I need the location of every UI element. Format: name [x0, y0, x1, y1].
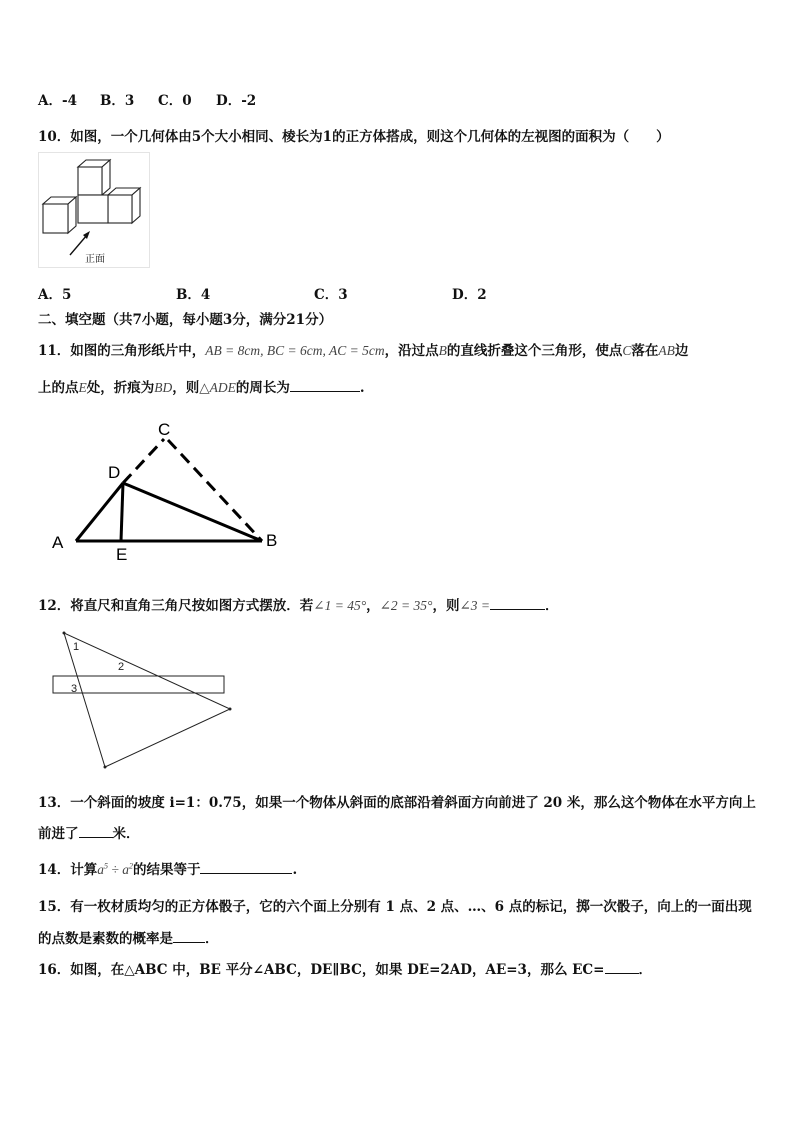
q16-stem: 16．如图，在△ABC 中，BE 平分∠ABC，DE∥BC，如果 DE=2AD，AE=3，那么 EC= ． [38, 962, 652, 978]
q14-expression: $a^5 \div a^2$ [97, 861, 133, 877]
q13-line-2: 前进了 米． [38, 826, 140, 842]
q9-option-c: C．0 [158, 93, 192, 109]
q14-stem: 14．计算$a^5 \div a^2$的结果等于 . [38, 861, 298, 878]
q16-answer-blank [605, 961, 639, 974]
q14-answer-blank [200, 861, 292, 874]
q15-line-1: 15．有一枚材质均匀的正方体骰子，它的六个面上分别有 1 点、2 点、…、6 点的标记，掷一次骰子，向上的一面出现 [38, 899, 752, 915]
q9-option-a: A．-4 [38, 93, 77, 109]
q12-label-3: 3 [71, 683, 78, 695]
q13-answer-blank [79, 825, 113, 838]
q12-ruler-triangle-figure [50, 627, 240, 772]
q11-label-e: E [116, 545, 128, 564]
q11-measurements: AB = 8cm, BC = 6cm, AC = 5cm [205, 343, 385, 358]
q15-answer-blank [173, 930, 205, 943]
q10-front-label: 正面 [85, 254, 105, 265]
q11-line-1: 11．如图的三角形纸片中，AB = 8cm, BC = 6cm, AC = 5cm，沿过点B的直线折叠这个三角形，使点C落在AB边 [38, 343, 689, 359]
q12-label-2: 2 [118, 661, 125, 673]
q11-label-c: C [158, 420, 171, 439]
q11-label-a: A [52, 533, 64, 552]
q10-option-c: C．3 [314, 287, 348, 303]
q10-option-b: B．4 [176, 287, 211, 303]
q12-answer-blank [490, 597, 545, 610]
q11-line-2: 上的点E处，折痕为BD，则△ADE的周长为 . [38, 380, 365, 396]
q13-line-1: 13．一个斜面的坡度 i=1：0.75，如果一个物体从斜面的底部沿着斜面方向前进了 20 米，那么这个物体在水平方向上 [38, 795, 756, 811]
q12-stem: 12．将直尺和直角三角尺按如图方式摆放．若∠1 = 45°，∠2 = 35°，则∠3 = ． [38, 598, 559, 614]
q11-label-d: D [108, 463, 121, 482]
q12-label-1: 1 [73, 641, 80, 653]
q10-option-d: D．2 [452, 287, 487, 303]
q15-line-2: 的点数是素数的概率是 ． [38, 931, 219, 947]
section-2-heading: 二、填空题（共7小题，每小题3分，满分21分） [38, 312, 333, 328]
q9-option-b: B．3 [100, 93, 135, 109]
q11-answer-blank [290, 379, 360, 392]
q11-triangle-figure [46, 415, 296, 565]
q10-cube-figure [38, 152, 150, 268]
q9-option-d: D．-2 [216, 93, 257, 109]
q11-label-b: B [266, 531, 278, 550]
q10-option-a: A．5 [38, 287, 72, 303]
q10-stem: 10．如图，一个几何体由5个大小相同、棱长为1的正方体搭成，则这个几何体的左视图的面积为（ ） [38, 129, 670, 145]
